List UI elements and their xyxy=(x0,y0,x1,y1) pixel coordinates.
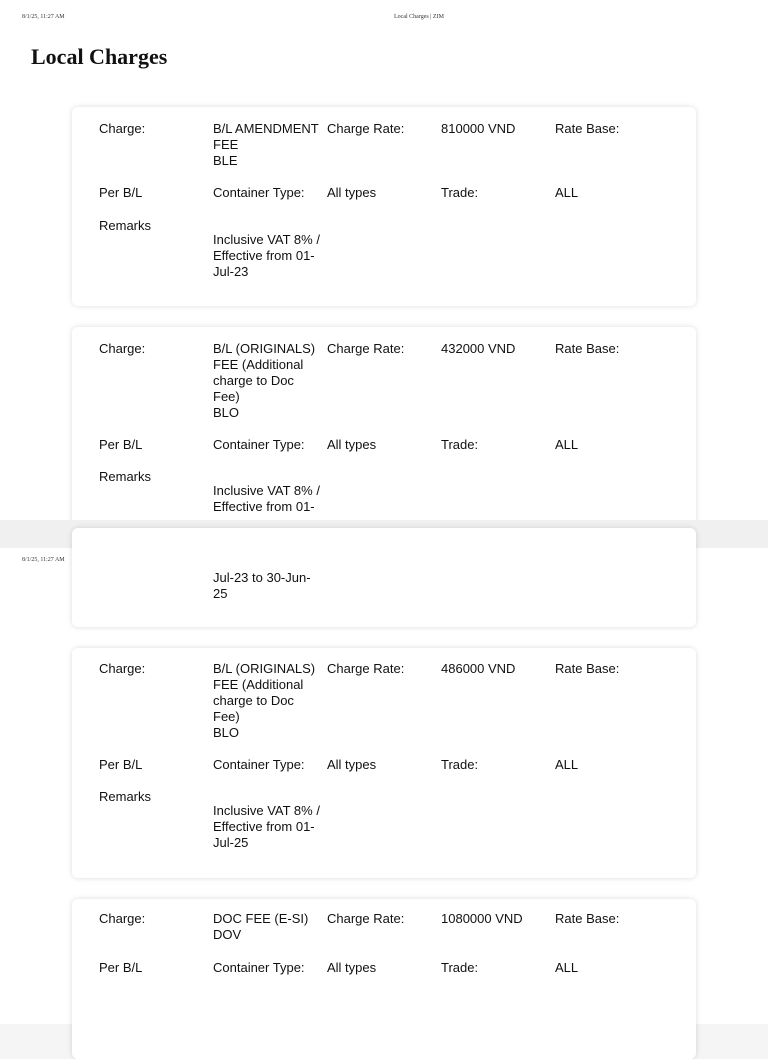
container-type-label: Container Type: xyxy=(213,185,305,200)
remarks-value: Inclusive VAT 8% / Effective from 01- Jul-25 xyxy=(213,803,320,850)
print-page-1 xyxy=(0,0,768,520)
charge-rate-label: Charge Rate: xyxy=(327,911,405,926)
remarks-label: Remarks xyxy=(99,789,152,804)
rate-base-value: Per B/L xyxy=(99,960,143,975)
charge-rate-value: 810000 VND xyxy=(441,121,516,136)
charge-rate-label: Charge Rate: xyxy=(327,341,405,356)
container-type-value: All types xyxy=(327,185,377,200)
container-type-value: All types xyxy=(327,960,377,975)
charge-rate-value: 1080000 VND xyxy=(441,911,523,926)
print-title: Local Charges | ZIM xyxy=(394,14,444,20)
remarks-value: Jul-23 to 30-Jun- 25 xyxy=(213,570,311,601)
charge-value: DOC FEE (E-SI) DOV xyxy=(213,911,309,942)
print-datetime: 8/1/25, 11:27 AM xyxy=(22,557,65,563)
rate-base-label: Rate Base: xyxy=(555,911,620,926)
rate-base-value: Per B/L xyxy=(99,437,143,452)
trade-label: Trade: xyxy=(441,757,479,772)
charge-value: B/L (ORIGINALS) FEE (Additional charge to Doc Fee) BLO xyxy=(213,341,316,420)
trade-value: ALL xyxy=(555,757,579,772)
remarks-value: Inclusive VAT 8% / Effective from 01- xyxy=(213,483,320,514)
container-type-label: Container Type: xyxy=(213,757,305,772)
charge-label: Charge: xyxy=(99,341,146,356)
trade-value: ALL xyxy=(555,437,579,452)
charge-value: B/L (ORIGINALS) FEE (Additional charge to Doc Fee) BLO xyxy=(213,661,316,740)
charge-label: Charge: xyxy=(99,121,146,136)
rate-base-label: Rate Base: xyxy=(555,341,620,356)
charge-rate-value: 432000 VND xyxy=(441,341,516,356)
container-type-label: Container Type: xyxy=(213,437,305,452)
rate-base-value: Per B/L xyxy=(99,185,143,200)
charge-card xyxy=(72,327,696,542)
rate-base-label: Rate Base: xyxy=(555,661,620,676)
charge-rate-label: Charge Rate: xyxy=(327,661,405,676)
charge-label: Charge: xyxy=(99,911,146,926)
remarks-value: Inclusive VAT 8% / Effective from 01- Jul-23 xyxy=(213,232,320,279)
charge-card xyxy=(72,107,696,306)
charge-rate-value: 486000 VND xyxy=(441,661,516,676)
charge-card-continued xyxy=(72,528,696,627)
charge-value: B/L AMENDMENT FEE BLE xyxy=(213,121,319,168)
trade-value: ALL xyxy=(555,960,579,975)
page-title: Local Charges xyxy=(31,44,168,69)
charge-rate-label: Charge Rate: xyxy=(327,121,405,136)
rate-base-value: Per B/L xyxy=(99,757,143,772)
trade-value: ALL xyxy=(555,185,579,200)
print-datetime: 8/1/25, 11:27 AM xyxy=(22,14,65,20)
rate-base-label: Rate Base: xyxy=(555,121,620,136)
charge-card xyxy=(72,899,696,1059)
trade-label: Trade: xyxy=(441,960,479,975)
print-page-2 xyxy=(0,548,768,1024)
charge-card xyxy=(72,648,696,878)
trade-label: Trade: xyxy=(441,185,479,200)
charge-label: Charge: xyxy=(99,661,146,676)
trade-label: Trade: xyxy=(441,437,479,452)
container-type-value: All types xyxy=(327,437,377,452)
container-type-label: Container Type: xyxy=(213,960,305,975)
remarks-label: Remarks xyxy=(99,469,152,484)
container-type-value: All types xyxy=(327,757,377,772)
remarks-label: Remarks xyxy=(99,218,152,233)
